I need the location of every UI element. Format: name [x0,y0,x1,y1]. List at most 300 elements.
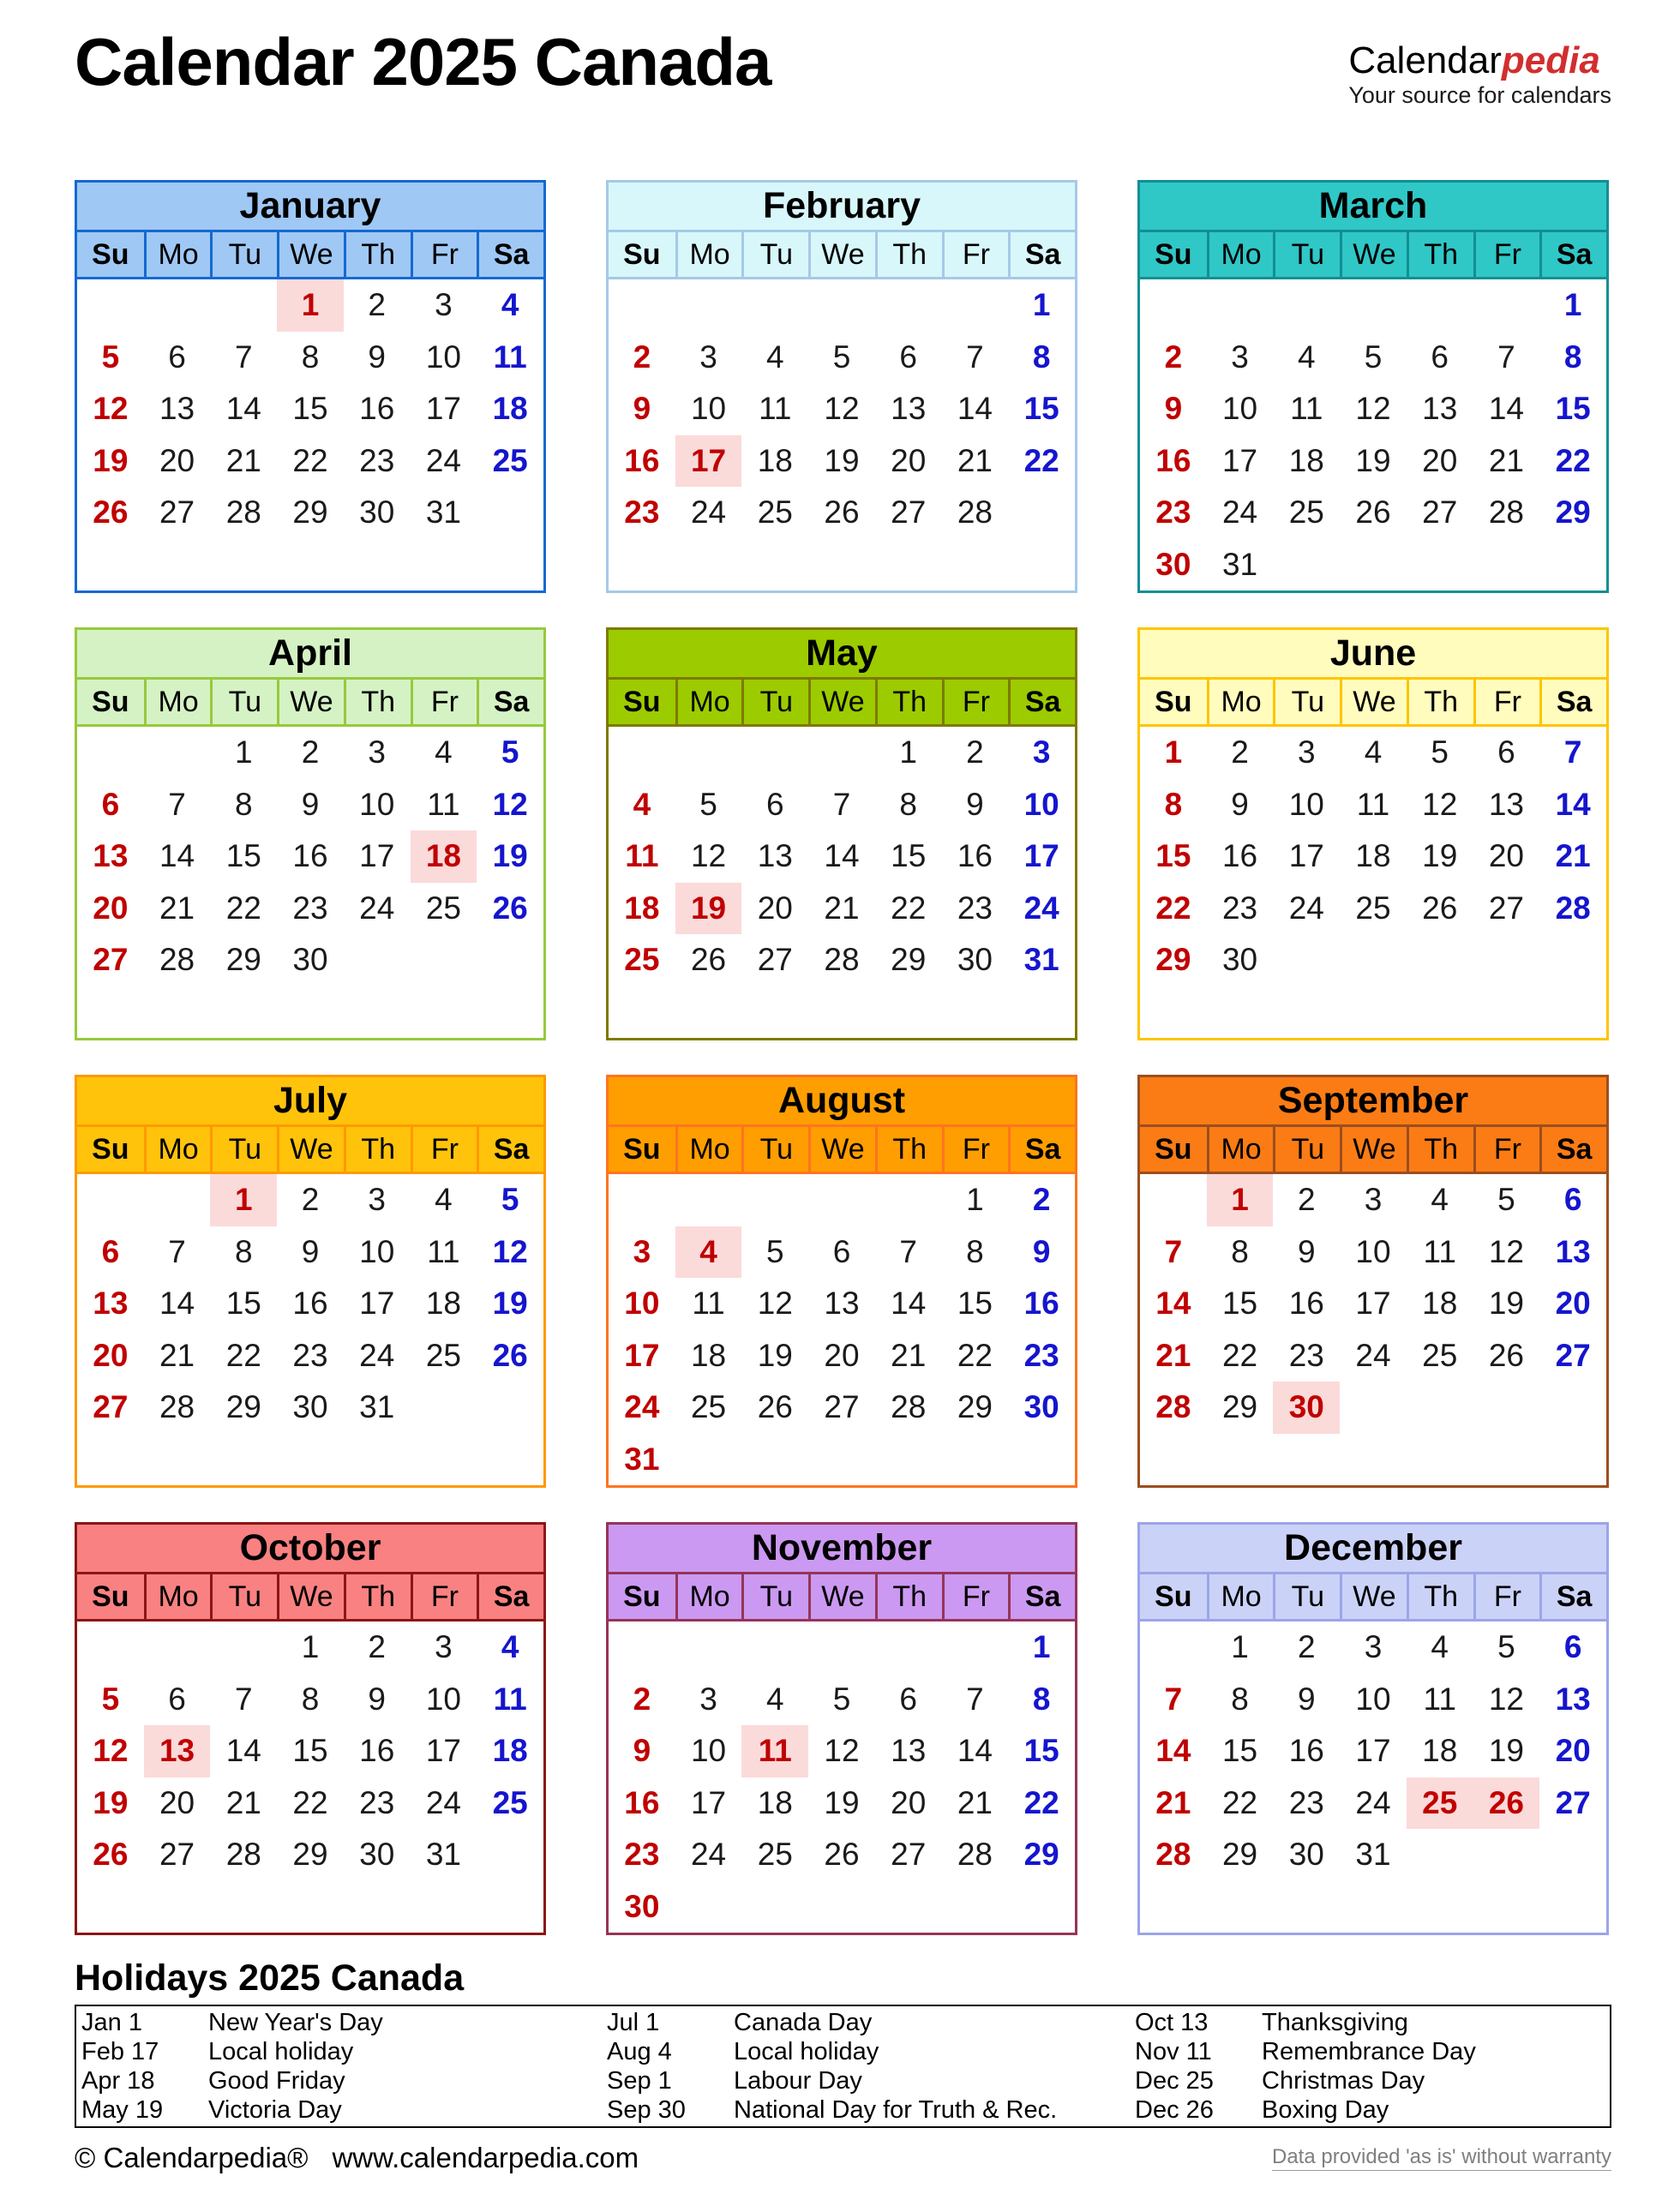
date-cell: 29 [1221,1837,1258,1873]
date-cell [741,1881,808,1933]
logo-brand [1348,41,1611,81]
holiday-date: Sep 30 [607,2096,686,2124]
weekday-label: We [808,232,875,277]
date-cell: 7 [1497,339,1515,375]
weekday-label: Mo [675,680,742,724]
holiday-date: Feb 17 [81,2038,159,2065]
date-cell [210,279,277,332]
weekday-label: Mo [1207,680,1274,724]
month-november [606,1522,1077,1935]
date-cell: 27 [891,495,927,531]
date-cell: 6 [765,786,784,822]
date-cell [144,539,211,591]
month-december [1137,1522,1609,1935]
date-cell: 16 [1221,838,1258,874]
date-cell [210,1881,277,1933]
date-cell: 6 [101,786,120,822]
date-cell [609,727,675,779]
date-cell: 28 [957,495,993,531]
date-cell [344,934,411,986]
date-cell: 24 [1355,1337,1391,1373]
date-cell: 17 [359,838,395,874]
date-cell: 23 [292,1337,328,1373]
weekday-label: Fr [411,1574,477,1619]
month-october [75,1522,546,1935]
date-cell: 7 [234,339,253,375]
date-cell: 14 [225,391,261,427]
month-dates [609,1622,1075,1933]
date-cell [1340,279,1407,332]
footer-disclaimer: Data provided 'as is' without warranty [1272,2145,1611,2171]
date-cell [808,986,875,1039]
date-cell: 9 [301,1233,320,1269]
date-cell [1539,986,1606,1039]
date-cell [411,539,477,591]
month-january [75,180,546,593]
date-cell: 8 [966,1233,984,1269]
date-cell: 3 [1297,734,1316,770]
website-link[interactable]: www.calendarpedia.com [332,2142,639,2173]
date-cell [741,727,808,779]
date-cell [942,1881,1009,1933]
date-cell: 8 [1563,339,1582,375]
date-cell: 23 [624,1837,660,1873]
date-cell [808,727,875,779]
weekday-label: Tu [210,680,277,724]
date-cell: 9 [1231,786,1249,822]
date-cell [1273,279,1340,332]
weekday-label: Tu [1273,1127,1340,1172]
date-cell [1140,1622,1207,1674]
date-cell: 26 [824,1837,860,1873]
date-cell: 12 [1355,391,1391,427]
date-cell: 29 [1155,942,1191,978]
date-cell: 17 [425,1733,461,1769]
date-cell [1539,934,1606,986]
date-cell: 10 [359,786,395,822]
date-cell: 18 [757,1784,793,1820]
date-cell: 6 [168,339,186,375]
date-cell: 2 [966,734,984,770]
holiday-date: May 19 [81,2096,164,2124]
date-cell: 6 [1563,1629,1582,1665]
date-cell: 10 [425,1681,461,1717]
weekday-label: Mo [1207,1574,1274,1619]
month-dates [77,727,543,1038]
calendar-grid [75,180,1611,1935]
weekday-label: Mo [144,1574,211,1619]
date-cell: 14 [1488,391,1524,427]
date-cell: 28 [159,1389,195,1425]
date-cell [1407,1881,1473,1933]
date-cell: 28 [824,942,860,978]
date-cell [1008,986,1075,1039]
date-cell [1140,1174,1207,1226]
date-cell: 23 [1221,890,1258,926]
date-cell: 20 [159,1784,195,1820]
copyright-text: © Calendarpedia® [75,2142,309,2173]
weekday-label: Sa [1008,232,1075,277]
date-cell: 1 [1164,734,1183,770]
date-cell: 15 [1155,838,1191,874]
date-cell: 3 [699,339,717,375]
date-cell: 14 [225,1733,261,1769]
date-cell: 9 [1032,1233,1051,1269]
weekday-label: We [808,1127,875,1172]
date-cell [77,1434,144,1486]
logo-brand-black: Calendar [1348,39,1502,81]
date-cell [875,539,942,591]
month-dates [77,279,543,590]
date-cell: 7 [1164,1233,1183,1269]
date-cell: 21 [159,1337,195,1373]
date-cell: 17 [1023,838,1059,874]
holiday-date-cell: 4 [675,1226,742,1279]
weekday-label: Th [875,1574,942,1619]
date-cell: 26 [1488,1337,1524,1373]
date-cell [808,1174,875,1226]
weekday-label: Th [1407,1127,1473,1172]
date-cell [210,1622,277,1674]
date-cell: 26 [690,942,727,978]
date-cell: 2 [368,287,386,323]
date-cell: 22 [1221,1784,1258,1820]
date-cell: 26 [1422,890,1458,926]
weekday-label: Sa [1539,1127,1606,1172]
date-cell: 4 [1431,1182,1449,1218]
date-cell: 24 [1221,495,1258,531]
date-cell: 13 [93,1286,129,1322]
date-cell [477,1382,543,1434]
date-cell [675,1434,742,1486]
date-cell [77,1881,144,1933]
date-cell: 7 [966,339,984,375]
holiday-date: Aug 4 [607,2038,672,2065]
date-cell [411,934,477,986]
weekday-label: Th [875,232,942,277]
date-cell [609,1174,675,1226]
weekday-label: Su [92,237,129,271]
date-cell: 20 [1488,838,1524,874]
date-cell: 22 [1555,442,1591,478]
date-cell [808,539,875,591]
date-cell [741,1622,808,1674]
date-cell [1207,986,1274,1039]
date-cell: 22 [225,1337,261,1373]
date-cell: 3 [1231,339,1249,375]
date-cell: 4 [765,339,784,375]
page-title: Calendar 2025 Canada [75,24,771,99]
date-cell [942,986,1009,1039]
weekday-label: We [808,1574,875,1619]
weekday-label: Mo [144,1127,211,1172]
date-cell [1273,1434,1340,1486]
month-dates [77,1174,543,1485]
weekday-label: Tu [210,1574,277,1619]
date-cell: 28 [1155,1837,1191,1873]
date-cell: 29 [225,942,261,978]
date-cell [1473,934,1540,986]
weekday-header-row [609,680,1075,727]
date-cell [277,539,344,591]
date-cell [741,1174,808,1226]
date-cell [144,986,211,1039]
date-cell: 19 [1488,1733,1524,1769]
date-cell: 21 [225,1784,261,1820]
date-cell: 10 [1221,391,1258,427]
holiday-date-cell: 18 [411,830,477,883]
date-cell [210,539,277,591]
date-cell: 27 [824,1389,860,1425]
weekday-label: Fr [411,232,477,277]
weekday-label: Su [92,1580,129,1613]
date-cell [1273,934,1340,986]
weekday-label: Fr [411,680,477,724]
date-cell: 5 [1431,734,1449,770]
date-cell: 14 [1155,1733,1191,1769]
date-cell: 18 [757,442,793,478]
date-cell: 18 [1355,838,1391,874]
date-cell: 16 [292,1286,328,1322]
calendarpedia-logo [1348,41,1611,109]
weekday-label: Th [344,1574,411,1619]
date-cell [675,539,742,591]
date-cell [1140,1881,1207,1933]
date-cell: 15 [957,1286,993,1322]
date-cell [609,539,675,591]
date-cell: 13 [891,1733,927,1769]
date-cell: 2 [1032,1182,1051,1218]
holiday-date: Sep 1 [607,2067,672,2095]
date-cell: 24 [359,890,395,926]
date-cell: 15 [292,391,328,427]
weekday-label: Tu [210,1127,277,1172]
date-cell: 24 [690,495,727,531]
date-cell: 8 [1231,1233,1249,1269]
date-cell [277,1434,344,1486]
date-cell [1539,1382,1606,1434]
page-header [75,0,1611,154]
date-cell [1473,986,1540,1039]
date-cell: 25 [1288,495,1324,531]
date-cell [875,1881,942,1933]
holiday-date: Nov 11 [1135,2038,1212,2065]
date-cell: 2 [301,1182,320,1218]
date-cell: 9 [1164,391,1183,427]
date-cell: 25 [425,1337,461,1373]
date-cell: 25 [1422,1337,1458,1373]
date-cell: 11 [1356,786,1390,822]
date-cell [1473,1881,1540,1933]
date-cell: 1 [234,734,253,770]
weekday-label: Fr [942,1127,1009,1172]
holiday-date-cell: 1 [277,279,344,332]
holiday-date-cell: 17 [675,435,742,488]
date-cell: 20 [93,890,129,926]
date-cell: 4 [501,287,519,323]
date-cell: 6 [899,339,917,375]
date-cell: 6 [899,1681,917,1717]
date-cell: 27 [1555,1337,1591,1373]
date-cell: 5 [832,339,851,375]
weekday-label: Sa [1539,232,1606,277]
date-cell: 27 [93,942,129,978]
date-cell: 26 [824,495,860,531]
date-cell [1473,1382,1540,1434]
date-cell: 15 [292,1733,328,1769]
date-cell: 7 [234,1681,253,1717]
date-cell: 29 [225,1389,261,1425]
date-cell: 7 [168,1233,186,1269]
weekday-label: Sa [1539,680,1606,724]
date-cell: 1 [1563,287,1582,323]
weekday-label: Tu [1273,680,1340,724]
weekday-header-row [1140,232,1606,279]
weekday-header-row [77,232,543,279]
date-cell: 16 [359,1733,395,1769]
date-cell: 11 [427,1233,460,1269]
date-cell: 16 [1288,1286,1324,1322]
date-cell [1539,539,1606,591]
date-cell: 15 [891,838,927,874]
date-cell: 21 [891,1337,927,1373]
weekday-header-row [1140,1574,1606,1622]
weekday-header-row [609,1574,1075,1622]
weekday-label: Fr [942,1574,1009,1619]
date-cell: 14 [957,1733,993,1769]
month-dates [609,1174,1075,1485]
month-title: September [1140,1077,1606,1127]
date-cell: 19 [1422,838,1458,874]
date-cell: 20 [93,1337,129,1373]
date-cell: 30 [359,495,395,531]
date-cell: 1 [1231,1629,1249,1665]
weekday-label: We [1340,1574,1407,1619]
date-cell: 16 [292,838,328,874]
date-cell [1008,487,1075,539]
weekday-label: Sa [477,1127,543,1172]
date-cell: 2 [1164,339,1183,375]
date-cell [277,986,344,1039]
date-cell: 7 [1164,1681,1183,1717]
month-june [1137,627,1609,1040]
date-cell: 26 [492,1337,528,1373]
weekday-label: Fr [942,680,1009,724]
date-cell [144,727,211,779]
date-cell: 15 [1221,1286,1258,1322]
date-cell [741,279,808,332]
month-dates [609,279,1075,590]
weekday-header-row [1140,680,1606,727]
holiday-date-cell: 1 [1207,1174,1274,1226]
date-cell: 7 [966,1681,984,1717]
date-cell [1273,1881,1340,1933]
date-cell [77,1622,144,1674]
date-cell: 25 [690,1389,727,1425]
date-cell: 19 [93,1784,129,1820]
date-cell: 5 [1497,1182,1515,1218]
date-cell [144,279,211,332]
date-cell: 22 [957,1337,993,1373]
date-cell: 17 [1221,442,1258,478]
month-september [1137,1075,1609,1488]
weekday-label: Th [344,1127,411,1172]
date-cell [77,1174,144,1226]
date-cell: 9 [1297,1233,1316,1269]
date-cell [1140,1434,1207,1486]
date-cell: 31 [359,1389,395,1425]
date-cell: 13 [757,838,793,874]
date-cell: 13 [93,838,129,874]
date-cell [609,279,675,332]
date-cell: 31 [1355,1837,1391,1873]
date-cell: 17 [1355,1733,1391,1769]
date-cell [875,986,942,1039]
date-cell: 8 [1164,786,1183,822]
weekday-label: Sa [1008,1574,1075,1619]
date-cell: 17 [624,1337,660,1373]
date-cell: 23 [1288,1337,1324,1373]
date-cell [144,1434,211,1486]
weekday-label: Su [623,1580,661,1613]
date-cell [1008,1881,1075,1933]
date-cell: 19 [492,838,528,874]
date-cell: 11 [692,1286,725,1322]
date-cell: 8 [1032,1681,1051,1717]
date-cell [808,1622,875,1674]
date-cell [1473,539,1540,591]
date-cell: 21 [159,890,195,926]
date-cell: 23 [292,890,328,926]
weekday-label: Sa [1008,1127,1075,1172]
date-cell: 29 [1555,495,1591,531]
month-title: March [1140,183,1606,232]
date-cell: 21 [225,442,261,478]
date-cell: 12 [824,391,860,427]
date-cell: 9 [633,1733,651,1769]
holiday-name: Canada Day [734,2009,873,2036]
date-cell [1008,1434,1075,1486]
date-cell [942,1434,1009,1486]
date-cell: 6 [832,1233,851,1269]
date-cell: 3 [368,1182,386,1218]
date-cell: 22 [1023,442,1059,478]
date-cell: 20 [891,1784,927,1820]
month-title: May [609,630,1075,680]
month-dates [1140,1174,1606,1485]
date-cell: 15 [1023,1733,1059,1769]
date-cell: 15 [1221,1733,1258,1769]
date-cell [1340,934,1407,986]
date-cell: 23 [957,890,993,926]
holiday-date-cell: 1 [210,1174,277,1226]
weekday-label: Th [875,680,942,724]
weekday-label: We [1340,1127,1407,1172]
date-cell: 2 [633,1681,651,1717]
date-cell [144,1622,211,1674]
date-cell: 3 [435,1629,453,1665]
date-cell: 12 [1488,1233,1524,1269]
date-cell: 18 [624,890,660,926]
date-cell: 24 [359,1337,395,1373]
date-cell [77,986,144,1039]
holiday-name: Christmas Day [1262,2067,1425,2095]
weekday-label: Tu [741,1574,808,1619]
date-cell: 22 [1221,1337,1258,1373]
date-cell [675,279,742,332]
date-cell: 26 [757,1389,793,1425]
date-cell [77,727,144,779]
